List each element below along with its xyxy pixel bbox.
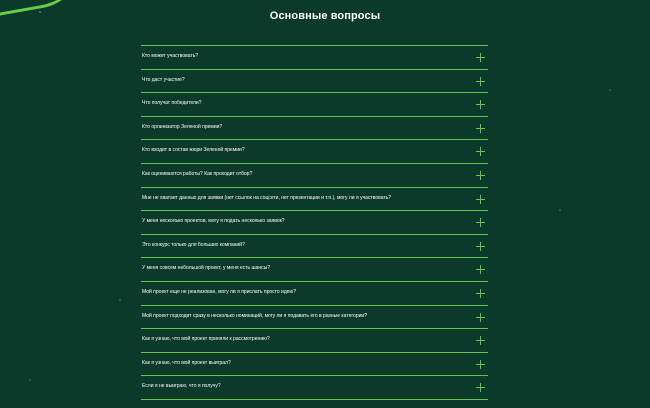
plus-icon[interactable]: [476, 171, 485, 180]
faq-question: Что даст участие?: [142, 76, 185, 83]
faq-item[interactable]: [141, 164, 488, 188]
faq-item[interactable]: [141, 306, 488, 330]
plus-icon[interactable]: [476, 265, 485, 274]
faq-item[interactable]: [141, 70, 488, 94]
faq-item[interactable]: [141, 46, 488, 70]
faq-question: У меня несколько проектов, могу я подать несколько заявок?: [142, 218, 285, 225]
faq-item[interactable]: [141, 282, 488, 306]
faq-question: Кто может участвовать?: [142, 53, 199, 59]
plus-icon[interactable]: [476, 77, 485, 86]
plus-icon[interactable]: [476, 100, 485, 109]
plus-icon[interactable]: [476, 360, 485, 369]
faq-question: Если я не выиграю, что я получу?: [142, 383, 221, 390]
plus-icon[interactable]: [476, 242, 485, 251]
plus-icon[interactable]: [476, 147, 485, 156]
faq-question: Что получат победители?: [142, 100, 202, 107]
faq-item[interactable]: [141, 211, 488, 235]
faq-item[interactable]: [141, 117, 488, 141]
plus-icon[interactable]: [476, 124, 485, 133]
faq-item[interactable]: [141, 140, 488, 164]
plus-icon[interactable]: [476, 313, 485, 322]
faq-question: Кто входит в состав жюри Зеленой премии?: [142, 147, 245, 154]
plus-icon[interactable]: [476, 195, 485, 204]
faq-item[interactable]: [141, 235, 488, 259]
faq-item[interactable]: [141, 93, 488, 117]
faq-question: Кто организатор Зеленой премии?: [142, 123, 223, 130]
plus-icon[interactable]: [476, 53, 485, 62]
faq-item[interactable]: [141, 188, 488, 212]
faq-item[interactable]: [141, 329, 488, 353]
faq-list: [141, 45, 488, 400]
faq-item[interactable]: [141, 353, 488, 377]
faq-question: Мне не хватает данных для заявки (нет ссылок на соцсети, нет презентации и т.п.), могу ли я участвовать?: [142, 194, 392, 201]
faq-question: Мой проект подходит сразу в несколько номинаций, могу ли я подавать его в разные категории?: [142, 312, 367, 319]
faq-question: У меня совсем небольшой проект, у меня есть шансы?: [142, 265, 270, 272]
faq-question: Как оцениваются работы? Как проходит отбор?: [142, 170, 253, 177]
plus-icon[interactable]: [476, 383, 485, 392]
plus-icon[interactable]: [476, 218, 485, 227]
faq-question: Как я узнаю, что мой проект выиграл?: [142, 359, 231, 366]
page-title: Основные вопросы: [269, 10, 381, 22]
plus-icon[interactable]: [476, 289, 485, 298]
faq-question: Это конкурс только для больших компаний?: [142, 241, 245, 248]
faq-question: Мой проект еще не реализован, могу ли я прислать просто идею?: [142, 288, 297, 295]
faq-item[interactable]: [141, 376, 488, 400]
faq-item[interactable]: [141, 258, 488, 282]
plus-icon[interactable]: [476, 336, 485, 345]
faq-question: Как я узнаю, что мой проект приняли к рассмотрению?: [142, 336, 270, 343]
